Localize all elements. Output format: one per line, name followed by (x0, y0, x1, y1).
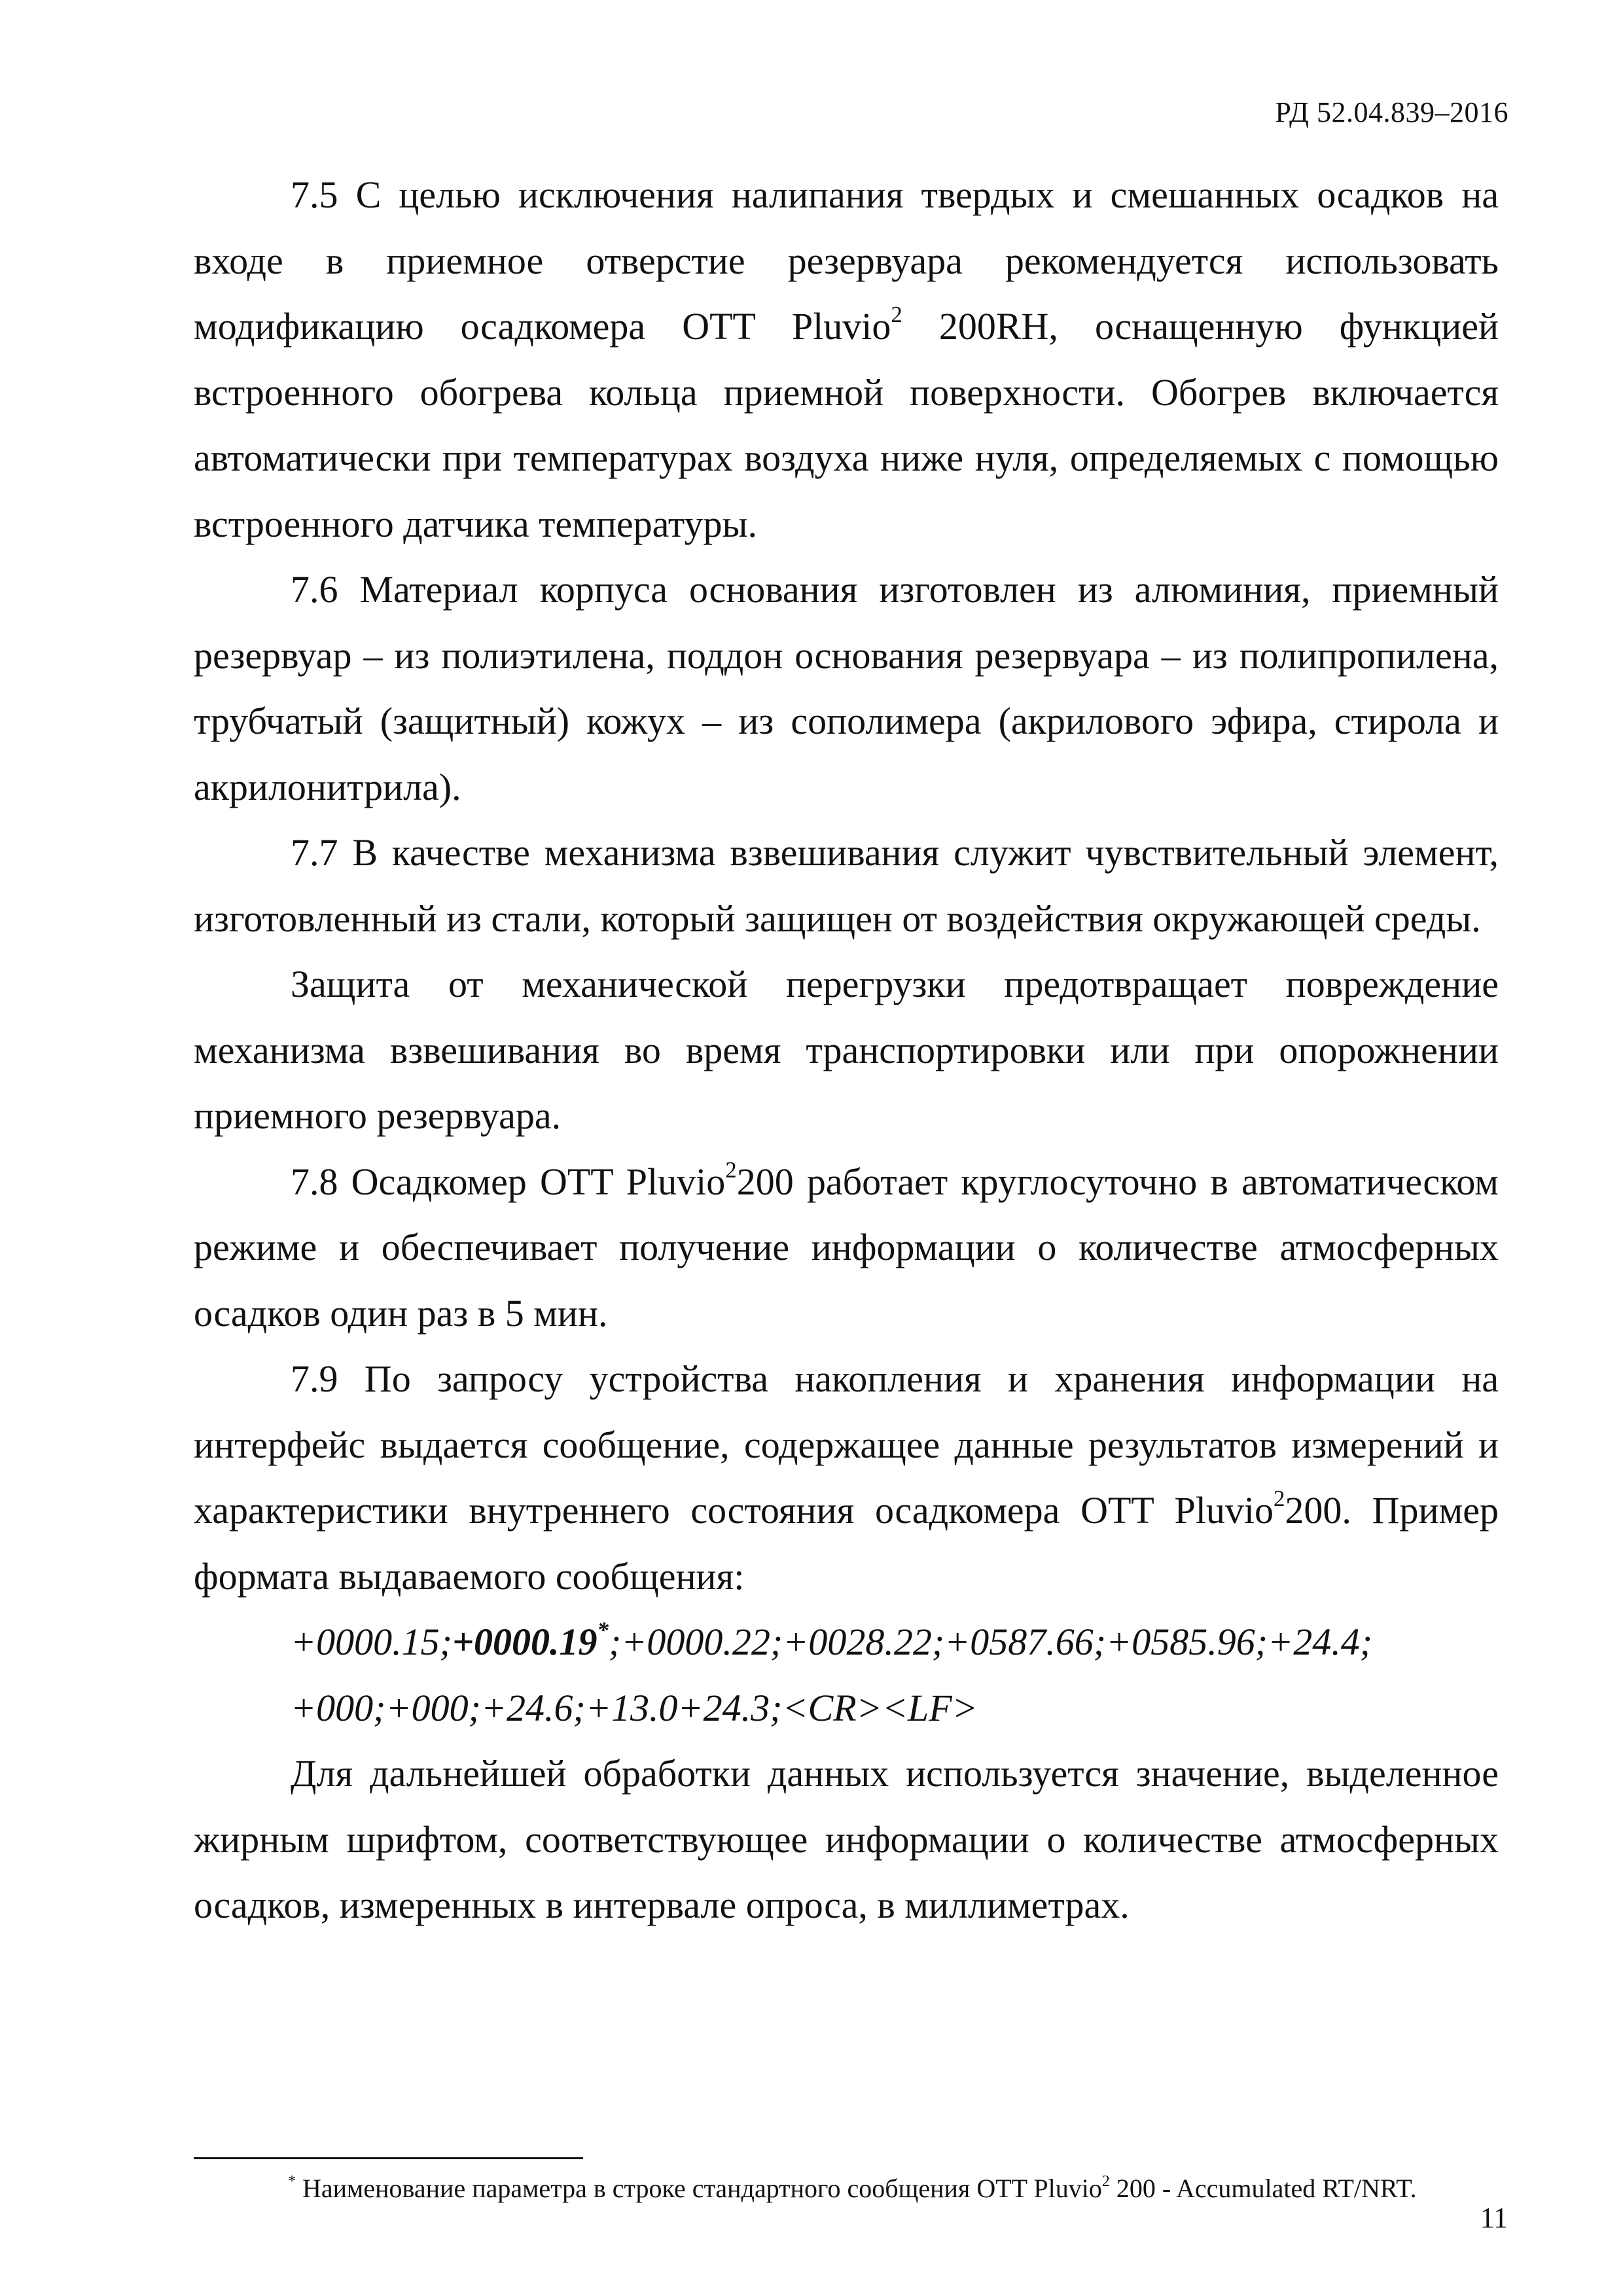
footnote-text: Наименование параметра в строке стандартного сообщения OTT Pluvio (296, 2174, 1102, 2203)
paragraph-7-7-protection: Защита от механической перегрузки предотвращает повреждение механизма взвешивания во время транспортировки или при опорожнении приемного резервуара. (194, 963, 1499, 1137)
document-number-header: РД 52.04.839–2016 (1275, 96, 1508, 128)
code-value: +0000.15; (291, 1621, 452, 1663)
paragraph-final: Для дальнейшей обработки данных используется значение, выделенное жирным шрифтом, соответствующее информации о количестве атмосферных осадков, измеренных в интервале опроса, в миллиметрах. (194, 1752, 1499, 1926)
superscript-2: 2 (725, 1157, 737, 1183)
footnote-text-cont: 200 - Accumulated RT/NRT. (1109, 2174, 1417, 2203)
body-text (194, 162, 1499, 1939)
message-format-line-2: +000;+000;+24.6;+13.0+24.3;<CR><LF> (291, 1686, 978, 1729)
paragraph-7-8-text: 7.8 Осадкомер OTT Pluvio (291, 1160, 726, 1203)
footnote-divider (194, 2157, 583, 2159)
footnote (288, 2170, 1518, 2207)
code-value: ;+0000.22;+0028.22;+0587.66;+0585.96;+24.4; (608, 1621, 1373, 1663)
superscript-2: 2 (1274, 1485, 1285, 1511)
code-bold-value: +0000.19 (452, 1621, 597, 1663)
message-format-line-1 (194, 1609, 1499, 1676)
paragraph-7-5 (194, 162, 1499, 557)
paragraph-7-5-text: 7.5 С целью исключения налипания твердых и смешанных осадков на входе в приемное отверстие резервуара рекомендуется использовать модификацию осадкомера OTT Pluvio (194, 173, 1499, 348)
footnote-marker: * (288, 2173, 296, 2191)
paragraph-7-6: 7.6 Материал корпуса основания изготовлен из алюминия, приемный резервуар – из полиэтилена, поддон основания резервуара – из полипропилена, трубчатый (защитный) кожух – из сополимера (акрилового эфира, стирола и акрилонитрила). (194, 568, 1499, 808)
superscript-2: 2 (891, 301, 902, 327)
paragraph-7-8-text-cont: 200 работает круглосуточно в автоматическом режиме и обеспечивает получение информации о количестве атмосферных осадков один раз в 5 мин. (194, 1160, 1499, 1335)
paragraph-7-9 (194, 1346, 1499, 1609)
paragraph-7-5-text-cont: 200RH, оснащенную функцией встроенного обогрева кольца приемной поверхности. Обогрев включается автоматически при температурах воздуха ниже нуля, определяемых с помощью встроенного датчика температуры. (194, 305, 1499, 545)
footnote-marker: * (597, 1617, 609, 1643)
paragraph-7-7: 7.7 В качестве механизма взвешивания служит чувствительный элемент, изготовленный из стали, который защищен от воздействия окружающей среды. (194, 831, 1499, 940)
paragraph-7-8 (194, 1149, 1499, 1347)
paragraph-7-9-text: 7.9 По запросу устройства накопления и хранения информации на интерфейс выдается сообщение, содержащее данные результатов измерений и характеристики внутреннего состояния осадкомера OTT Pluvio (194, 1357, 1499, 1532)
page-number: 11 (1480, 2202, 1508, 2234)
paragraph-7-9-text-cont: 200. Пример формата выдаваемого сообщения: (194, 1489, 1499, 1598)
superscript-2: 2 (1101, 2173, 1110, 2191)
